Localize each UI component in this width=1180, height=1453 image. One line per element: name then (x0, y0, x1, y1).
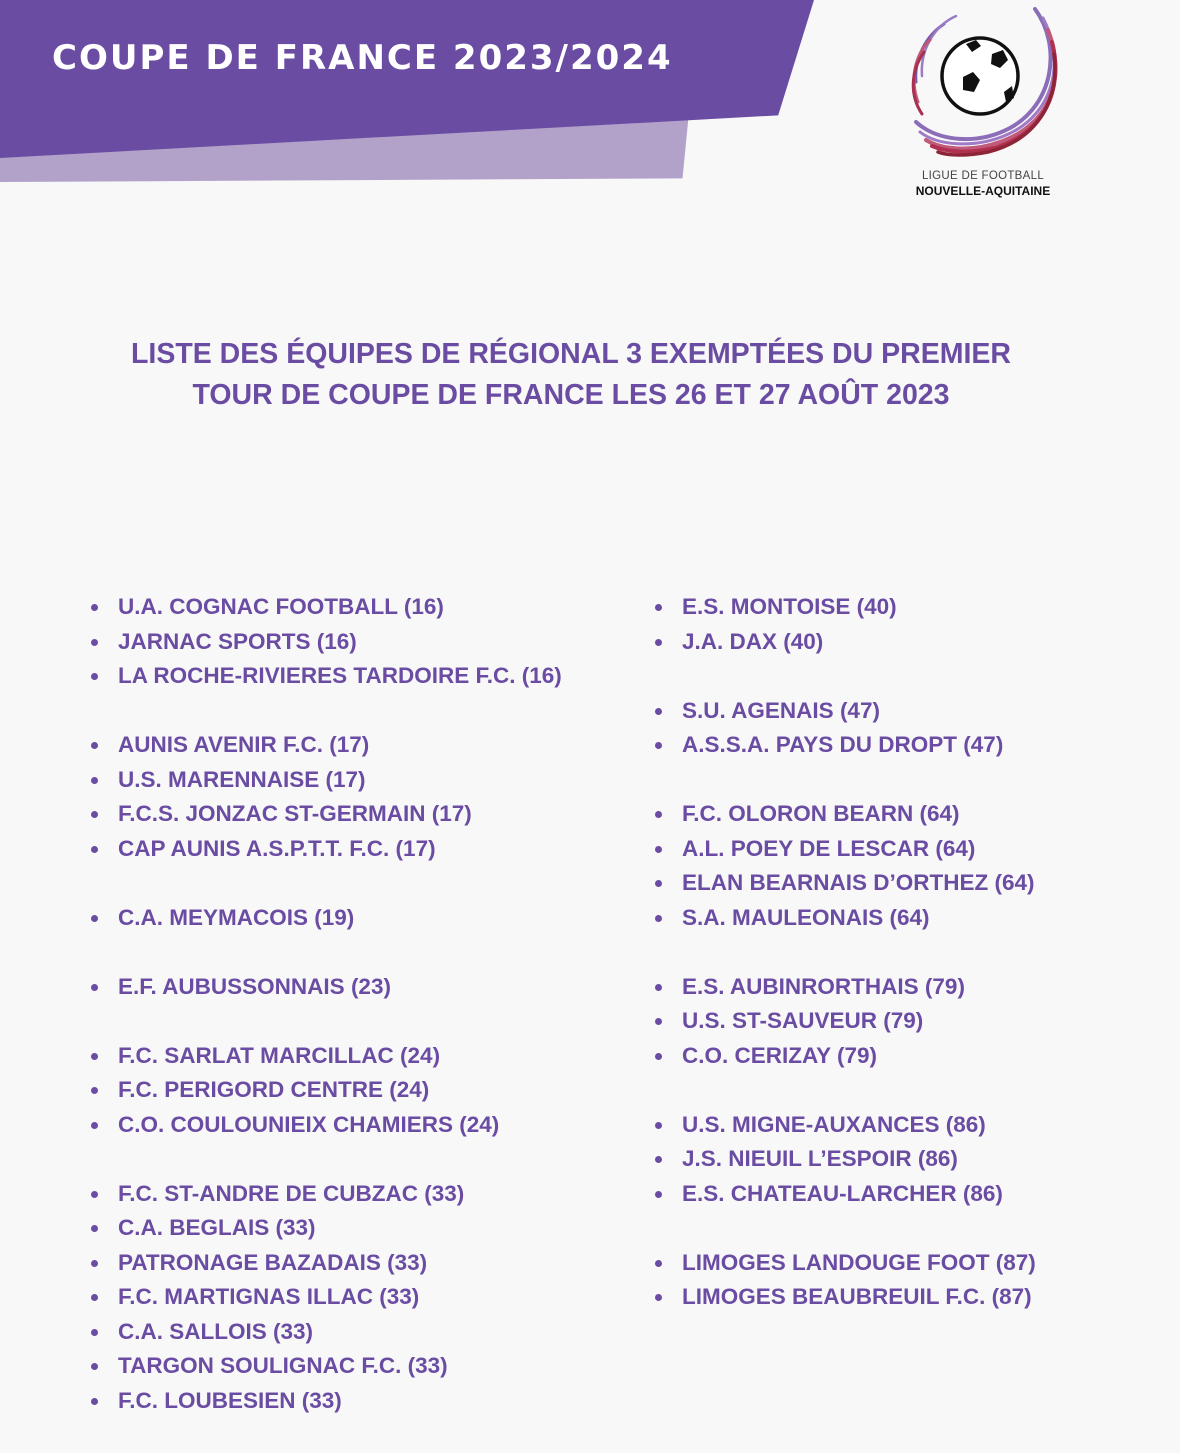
team-name: F.C. LOUBESIEN (33) (118, 1387, 342, 1413)
team-name: E.S. AUBINRORTHAIS (79) (682, 973, 965, 999)
bullet-icon (91, 639, 98, 646)
bullet-icon (655, 1260, 662, 1267)
list-item (88, 901, 608, 936)
bullet-icon (655, 1156, 662, 1163)
bullet-icon (655, 1191, 662, 1198)
bullet-icon (91, 1087, 98, 1094)
bullet-icon (91, 1122, 98, 1129)
team-name: C.A. SALLOIS (33) (118, 1318, 314, 1344)
team-name: E.S. CHATEAU-LARCHER (86) (682, 1180, 1003, 1206)
team-list-left (88, 590, 608, 1453)
list-item (88, 1384, 608, 1419)
team-name: U.S. MIGNE-AUXANCES (86) (682, 1111, 986, 1137)
banner-title: COUPE DE FRANCE 2023/2024 (52, 38, 673, 78)
bullet-icon (91, 604, 98, 611)
list-item (88, 625, 608, 660)
bullet-icon (655, 708, 662, 715)
heading-line1: LISTE DES ÉQUIPES DE RÉGIONAL 3 EXEMPTÉES DU PREMIER (131, 338, 1011, 370)
list-item (652, 625, 1132, 660)
list-item (652, 1177, 1132, 1212)
list-item (88, 1211, 608, 1246)
team-name: F.C. SARLAT MARCILLAC (24) (118, 1042, 441, 1068)
list-item (88, 659, 608, 694)
list-item (88, 1280, 608, 1315)
list-item (88, 1315, 608, 1350)
team-group (652, 1246, 1132, 1315)
team-name: J.S. NIEUIL L’ESPOIR (86) (682, 1146, 958, 1171)
team-name: U.S. MARENNAISE (17) (118, 766, 366, 792)
header-banner (0, 0, 814, 158)
list-item (652, 728, 1132, 763)
bullet-icon (655, 1294, 662, 1301)
bullet-icon (91, 1398, 98, 1405)
list-item (88, 797, 608, 832)
team-group (88, 1039, 608, 1143)
team-name: PATRONAGE BAZADAIS (33) (118, 1249, 428, 1275)
team-name: S.U. AGENAIS (47) (682, 697, 880, 723)
list-item (88, 728, 608, 763)
team-group (88, 590, 608, 694)
bullet-icon (655, 639, 662, 646)
bullet-icon (655, 604, 662, 611)
bullet-icon (655, 1122, 662, 1129)
list-item (652, 797, 1132, 832)
team-name: E.S. MONTOISE (40) (682, 594, 897, 619)
team-name: F.C.S. JONZAC ST-GERMAIN (17) (118, 801, 472, 826)
bullet-icon (91, 846, 98, 853)
soccer-ball-swirl-icon (904, 6, 1062, 164)
team-group (652, 797, 1132, 935)
list-item (652, 590, 1132, 625)
list-item (88, 832, 608, 867)
bullet-icon (655, 915, 662, 922)
bullet-icon (655, 742, 662, 749)
logo-text-line1: LIGUE DE FOOTBALL (921, 170, 1045, 182)
team-name: U.A. COGNAC FOOTBALL (16) (118, 594, 444, 619)
team-name: S.A. MAULEONAIS (64) (682, 904, 930, 930)
list-item (652, 832, 1132, 867)
bullet-icon (91, 1225, 98, 1232)
list-item (88, 1246, 608, 1281)
bullet-icon (91, 1260, 98, 1267)
bullet-icon (655, 846, 662, 853)
team-group (652, 1108, 1132, 1212)
team-name: CAP AUNIS A.S.P.T.T. F.C. (17) (118, 835, 436, 861)
team-name: ELAN BEARNAIS D’ORTHEZ (64) (682, 870, 1035, 895)
bullet-icon (655, 984, 662, 991)
list-item (88, 1039, 608, 1074)
team-name: C.A. MEYMACOIS (19) (118, 904, 355, 930)
bullet-icon (91, 1191, 98, 1198)
list-item (652, 1246, 1132, 1281)
bullet-icon (91, 811, 98, 818)
bullet-icon (655, 880, 662, 887)
team-name: C.O. CERIZAY (79) (682, 1042, 878, 1068)
bullet-icon (655, 1018, 662, 1025)
list-item (652, 1004, 1132, 1039)
list-item (88, 1108, 608, 1143)
bullet-icon (91, 673, 98, 680)
team-name: E.F. AUBUSSONNAIS (23) (118, 973, 391, 999)
list-item (652, 1108, 1132, 1143)
team-name: LIMOGES LANDOUGE FOOT (87) (682, 1249, 1036, 1275)
team-name: AUNIS AVENIR F.C. (17) (118, 732, 370, 757)
team-group (652, 590, 1132, 659)
list-item (652, 1039, 1132, 1074)
list-item (652, 866, 1132, 901)
logo-text-line2: NOUVELLE-AQUITAINE (915, 184, 1051, 198)
team-group (88, 970, 608, 1005)
bullet-icon (91, 984, 98, 991)
team-group (88, 728, 608, 866)
team-name: F.C. ST-ANDRE DE CUBZAC (33) (118, 1180, 465, 1206)
team-name: TARGON SOULIGNAC F.C. (33) (118, 1353, 448, 1378)
bullet-icon (91, 777, 98, 784)
team-name: F.C. MARTIGNAS ILLAC (33) (118, 1284, 420, 1309)
league-logo (898, 6, 1068, 196)
team-name: LA ROCHE-RIVIERES TARDOIRE F.C. (16) (118, 663, 562, 688)
list-item (88, 1349, 608, 1384)
bullet-icon (91, 1363, 98, 1370)
bullet-icon (91, 915, 98, 922)
team-group (652, 694, 1132, 763)
list-item (88, 1073, 608, 1108)
team-name: C.O. COULOUNIEIX CHAMIERS (24) (118, 1111, 500, 1137)
team-name: A.S.S.A. PAYS DU DROPT (47) (682, 732, 1004, 757)
team-name: JARNAC SPORTS (16) (118, 628, 357, 654)
team-list-right (652, 590, 1132, 1349)
page-heading (80, 334, 1062, 416)
list-item (652, 901, 1132, 936)
list-item (652, 694, 1132, 729)
team-name: J.A. DAX (40) (682, 628, 824, 654)
bullet-icon (655, 811, 662, 818)
list-item (652, 970, 1132, 1005)
bullet-icon (655, 1053, 662, 1060)
team-group (88, 901, 608, 936)
bullet-icon (91, 1294, 98, 1301)
bullet-icon (91, 1053, 98, 1060)
list-item (652, 1142, 1132, 1177)
bullet-icon (91, 1329, 98, 1336)
heading-line2: TOUR DE COUPE DE FRANCE LES 26 ET 27 AOÛT 2023 (192, 379, 950, 411)
list-item (652, 1280, 1132, 1315)
bullet-icon (91, 742, 98, 749)
team-group (88, 1177, 608, 1419)
team-name: C.A. BEGLAIS (33) (118, 1215, 316, 1240)
team-name: F.C. PERIGORD CENTRE (24) (118, 1077, 430, 1102)
list-item (88, 763, 608, 798)
list-item (88, 970, 608, 1005)
team-name: F.C. OLORON BEARN (64) (682, 801, 960, 826)
list-item (88, 590, 608, 625)
team-name: LIMOGES BEAUBREUIL F.C. (87) (682, 1284, 1032, 1309)
team-group (652, 970, 1132, 1074)
team-name: U.S. ST-SAUVEUR (79) (682, 1008, 924, 1033)
list-item (88, 1177, 608, 1212)
team-name: A.L. POEY DE LESCAR (64) (682, 835, 976, 861)
